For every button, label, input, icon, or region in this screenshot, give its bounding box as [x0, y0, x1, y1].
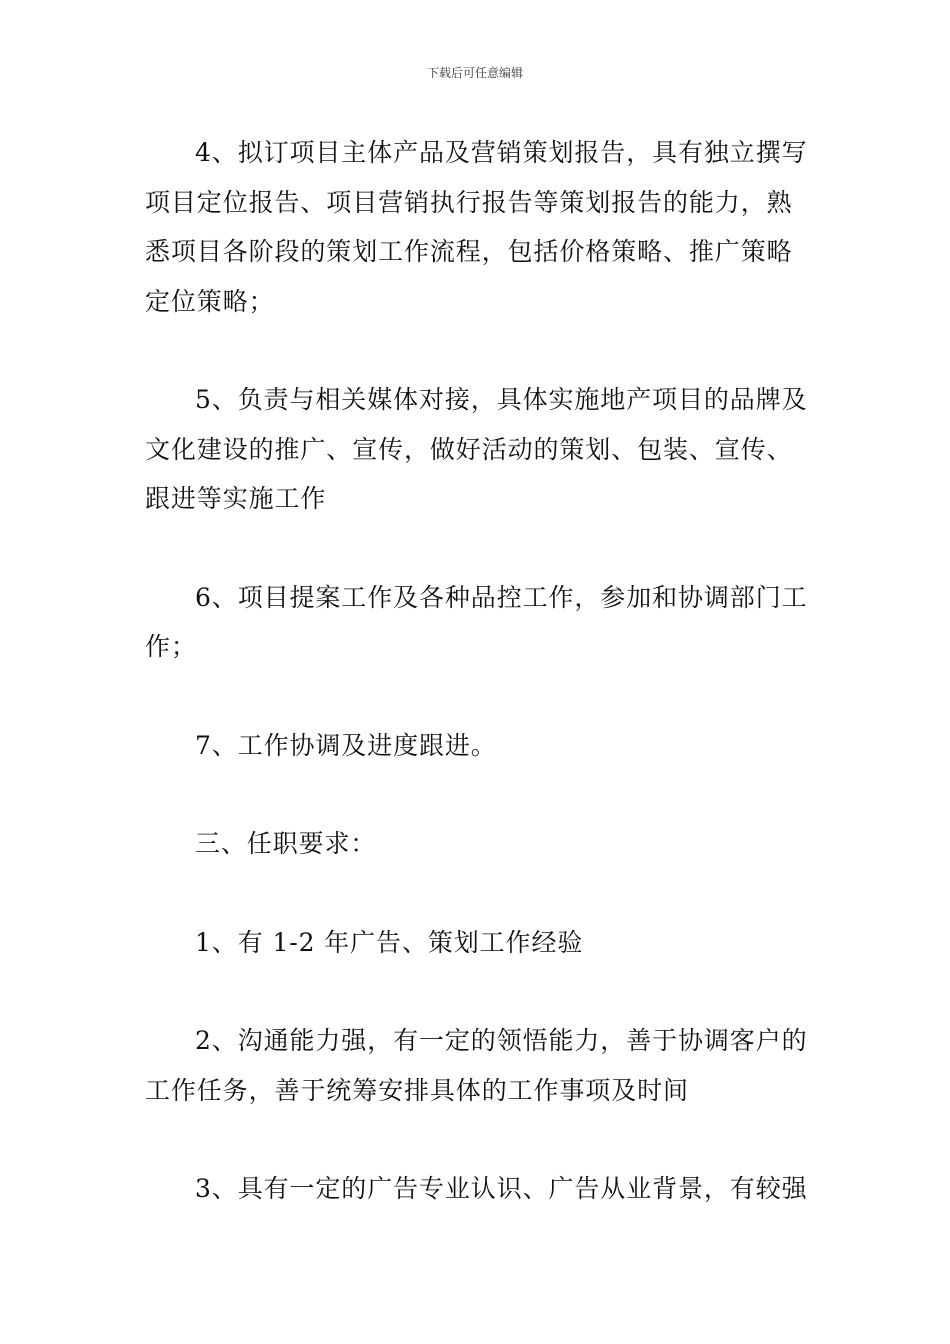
paragraph-requirement-3: 3、具有一定的广告专业认识、广告从业背景，有较强	[195, 1174, 808, 1203]
section-heading-requirements: 三、任职要求：	[195, 829, 377, 858]
paragraph-requirement-2: 2、沟通能力强，有一定的领悟能力，善于协调客户的工作任务，善于统筹安排具体的工作事项及时间	[145, 1026, 808, 1105]
paragraph-duty-6: 6、项目提案工作及各种品控工作，参加和协调部门工作；	[145, 582, 808, 661]
document-body	[145, 128, 810, 1263]
page-header: 下载后可任意编辑	[426, 66, 523, 80]
paragraph-duty-5: 5、负责与相关媒体对接，具体实施地产项目的品牌及文化建设的推广、宣传，做好活动的策划、包装、宣传、跟进等实施工作	[145, 385, 808, 513]
paragraph-duty-4: 4、拟订项目主体产品及营销策划报告，具有独立撰写项目定位报告、项目营销执行报告等策划报告的能力，熟悉项目各阶段的策划工作流程，包括价格策略、推广策略定位策略；	[145, 138, 808, 316]
paragraph-requirement-1: 1、有 1-2 年广告、策划工作经验	[195, 927, 584, 957]
paragraph-duty-7: 7、工作协调及进度跟进。	[195, 730, 497, 760]
